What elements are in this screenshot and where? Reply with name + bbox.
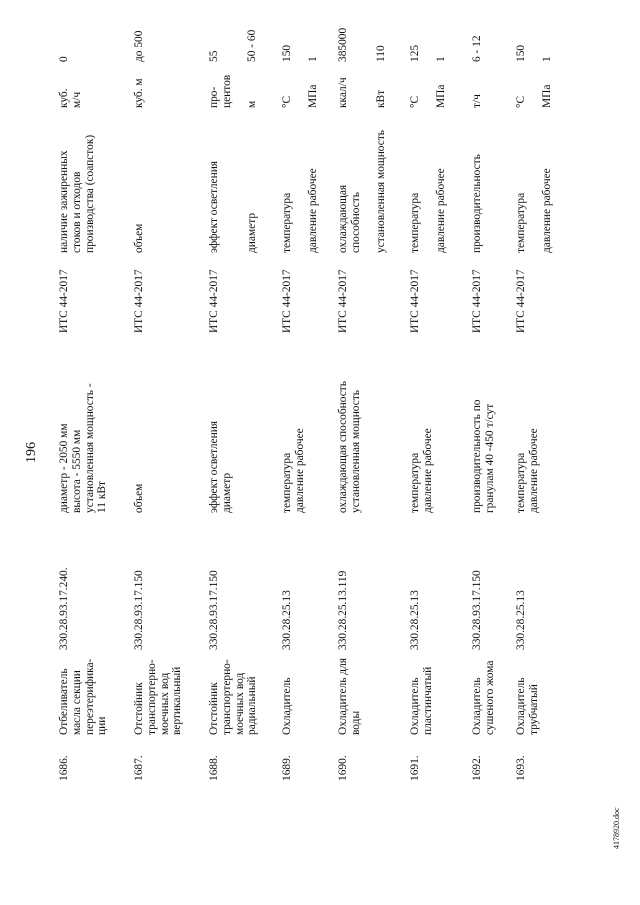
- characteristic-cell: [133, 113, 146, 253]
- row-number-cell: 1690.: [337, 755, 349, 781]
- unit-line: МПа: [434, 84, 447, 108]
- unit-line: кВт: [375, 89, 388, 108]
- equipment-name-line: моечных вод: [233, 672, 246, 735]
- characteristic-line: способность: [349, 192, 362, 253]
- unit-line: °С: [515, 95, 527, 108]
- unit-cell: [58, 68, 84, 108]
- value-cell: [515, 7, 553, 62]
- okpd-code-cell: 330.28.25.13.119: [337, 570, 349, 650]
- characteristic-cell: [337, 113, 388, 253]
- footer-filename: 4178920.doc: [612, 807, 621, 849]
- equipment-name-line: масла секции: [70, 670, 83, 735]
- value-line: 385000: [337, 27, 349, 62]
- unit-line: [363, 68, 376, 108]
- equipment-name-line: Отбеливатель: [58, 668, 70, 735]
- equipment-name-cell: [337, 658, 363, 735]
- reference-document-cell: ИТС 44-2017: [515, 269, 527, 333]
- equipment-name-line: Отстойник: [208, 682, 220, 735]
- equipment-name-line: сушеного жома: [483, 660, 496, 735]
- value-cell: [133, 7, 146, 62]
- row-number-cell: 1689.: [281, 755, 293, 781]
- value-line: 6 - 12: [471, 35, 483, 62]
- characteristic-line: [363, 113, 376, 253]
- value-line: [363, 7, 376, 62]
- unit-cell: [133, 68, 146, 108]
- reference-document-cell: ИТС 44-2017: [133, 269, 145, 333]
- value-cell: [58, 7, 71, 62]
- value-cell: [409, 7, 447, 62]
- equipment-name-cell: [133, 659, 184, 735]
- row-number-cell: 1691.: [409, 755, 421, 781]
- equipment-name-line: Охладитель: [515, 677, 527, 735]
- equipment-parameters-line: объем: [133, 483, 145, 513]
- unit-line: [350, 68, 363, 108]
- characteristic-line: давление рабочее: [306, 168, 319, 253]
- characteristic-line: охлаждающая: [337, 184, 349, 253]
- unit-line: МПа: [540, 84, 553, 108]
- characteristic-line: температура: [409, 192, 421, 253]
- equipment-name-line: переэтерифика-: [83, 658, 96, 735]
- unit-line: МПа: [306, 84, 319, 108]
- equipment-name-cell: [471, 661, 497, 735]
- characteristic-line: стоков и отходов: [70, 171, 83, 253]
- equipment-parameters-line: производительность по: [471, 399, 483, 513]
- reference-document-cell: ИТС 44-2017: [58, 269, 70, 333]
- okpd-code-cell: 330.28.93.17.150: [471, 570, 483, 650]
- value-cell: [337, 7, 388, 62]
- equipment-name-line: транспортерно-: [145, 659, 158, 735]
- characteristic-line: эффект осветления: [208, 160, 220, 253]
- characteristic-cell: [515, 113, 553, 253]
- characteristic-line: диаметр: [246, 212, 259, 253]
- characteristic-line: производства (соапсток): [83, 134, 96, 253]
- equipment-parameters-cell: [409, 338, 435, 513]
- equipment-name-line: Охладитель: [281, 677, 293, 735]
- unit-line: [294, 68, 307, 108]
- unit-line: м: [246, 100, 259, 108]
- equipment-parameters-line: установленная мощность -: [83, 383, 96, 513]
- characteristic-line: давление рабочее: [434, 168, 447, 253]
- unit-line: про-: [208, 86, 220, 108]
- unit-line: куб.: [58, 88, 70, 108]
- unit-line: [422, 68, 435, 108]
- unit-line: куб. м: [133, 78, 145, 108]
- value-line: 1: [540, 56, 553, 62]
- characteristic-line: [234, 113, 247, 253]
- value-line: 50 - 60: [246, 29, 259, 62]
- reference-document-cell: ИТС 44-2017: [409, 269, 421, 333]
- equipment-name-line: Охладитель: [471, 677, 483, 735]
- equipment-name-line: транспортерно-: [220, 659, 233, 735]
- okpd-code-cell: 330.28.93.17.240.: [58, 567, 70, 650]
- equipment-name-cell: [515, 678, 541, 735]
- value-line: 150: [281, 44, 293, 62]
- reference-document-cell: ИТС 44-2017: [208, 269, 220, 333]
- equipment-parameters-line: температура: [515, 452, 527, 513]
- value-line: 0: [58, 56, 70, 62]
- value-cell: [208, 7, 259, 62]
- equipment-parameters-cell: [281, 338, 307, 513]
- characteristic-line: объем: [133, 223, 145, 253]
- unit-cell: [337, 68, 388, 108]
- reference-document-cell: ИТС 44-2017: [337, 269, 349, 333]
- equipment-parameters-line: установленная мощность: [349, 390, 362, 513]
- equipment-parameters-line: высота - 5550 мм: [70, 429, 83, 513]
- value-line: [528, 7, 541, 62]
- characteristic-line: [422, 113, 435, 253]
- equipment-parameters-line: давление рабочее: [293, 428, 306, 513]
- reference-document-cell: ИТС 44-2017: [281, 269, 293, 333]
- equipment-parameters-cell: [133, 338, 146, 513]
- value-line: [422, 7, 435, 62]
- equipment-parameters-cell: [208, 338, 234, 513]
- unit-line: °С: [409, 95, 421, 108]
- equipment-name-line: Охладитель для: [337, 657, 349, 735]
- okpd-code-cell: 330.28.25.13: [281, 590, 293, 650]
- equipment-parameters-cell: [515, 338, 541, 513]
- unit-line: ккал/ч: [337, 77, 349, 108]
- characteristic-line: [221, 113, 234, 253]
- value-line: [221, 7, 234, 62]
- value-line: 150: [515, 44, 527, 62]
- value-line: 110: [375, 45, 388, 62]
- value-line: 1: [434, 56, 447, 62]
- characteristic-line: наличие зажиренных: [58, 150, 70, 253]
- unit-cell: [409, 68, 447, 108]
- equipment-name-cell: [58, 659, 109, 735]
- equipment-parameters-line: эффект осветления: [208, 420, 220, 513]
- row-number-cell: 1692.: [471, 755, 483, 781]
- row-number-cell: 1687.: [133, 755, 145, 781]
- value-cell: [471, 7, 484, 62]
- characteristic-cell: [281, 113, 319, 253]
- reference-document-cell: ИТС 44-2017: [471, 269, 483, 333]
- characteristic-line: установленная мощность: [375, 130, 388, 253]
- value-line: [234, 7, 247, 62]
- characteristic-cell: [208, 113, 259, 253]
- okpd-code-cell: 330.28.25.13: [409, 590, 421, 650]
- characteristic-line: температура: [281, 192, 293, 253]
- equipment-name-line: ции: [96, 716, 109, 735]
- row-number-cell: 1693.: [515, 755, 527, 781]
- unit-cell: [515, 68, 553, 108]
- value-line: 55: [208, 50, 220, 62]
- unit-line: °С: [281, 95, 293, 108]
- unit-cell: [208, 68, 259, 108]
- equipment-name-line: радиальный: [246, 676, 259, 735]
- equipment-name-cell: [409, 667, 435, 735]
- equipment-parameters-line: 11 кВт: [96, 481, 109, 513]
- equipment-parameters-line: давление рабочее: [421, 428, 434, 513]
- row-number-cell: 1686.: [58, 755, 70, 781]
- okpd-code-cell: 330.28.93.17.150: [208, 570, 220, 650]
- equipment-parameters-cell: [58, 338, 109, 513]
- equipment-parameters-line: температура: [281, 452, 293, 513]
- equipment-name-line: Охладитель: [409, 677, 421, 735]
- value-line: [350, 7, 363, 62]
- characteristic-line: производительность: [471, 154, 483, 253]
- equipment-name-cell: [281, 678, 294, 735]
- equipment-name-line: трубчатый: [527, 684, 540, 735]
- value-line: 1: [306, 56, 319, 62]
- characteristic-cell: [58, 113, 96, 253]
- equipment-name-line: Отстойник: [133, 682, 145, 735]
- unit-cell: [281, 68, 319, 108]
- equipment-parameters-cell: [337, 338, 363, 513]
- okpd-code-cell: 330.28.25.13: [515, 590, 527, 650]
- value-line: [294, 7, 307, 62]
- value-line: 125: [409, 44, 421, 62]
- characteristic-line: [528, 113, 541, 253]
- value-line: до 500: [133, 30, 145, 62]
- characteristic-line: [294, 113, 307, 253]
- unit-line: м/ч: [70, 91, 83, 108]
- equipment-name-line: вертикальный: [171, 666, 184, 735]
- value-cell: [281, 7, 319, 62]
- characteristic-cell: [409, 113, 447, 253]
- page-number: 196: [24, 442, 39, 463]
- characteristic-line: давление рабочее: [540, 168, 553, 253]
- unit-line: [528, 68, 541, 108]
- unit-line: [234, 68, 247, 108]
- equipment-name-line: моечных вод: [158, 672, 171, 735]
- equipment-parameters-line: давление рабочее: [527, 428, 540, 513]
- characteristic-cell: [471, 113, 484, 253]
- characteristic-line: температура: [515, 192, 527, 253]
- equipment-name-line: пластинчатый: [421, 666, 434, 735]
- equipment-parameters-line: диаметр - 2050 мм: [58, 423, 70, 513]
- okpd-code-cell: 330.28.93.17.150: [133, 570, 145, 650]
- equipment-name-cell: [208, 659, 259, 735]
- unit-cell: [471, 68, 484, 108]
- equipment-parameters-line: диаметр: [220, 472, 233, 513]
- equipment-name-line: воды: [349, 710, 362, 735]
- unit-line: т/ч: [471, 94, 483, 108]
- equipment-parameters-line: гранулам 40 -450 т/сут: [483, 403, 496, 513]
- row-number-cell: 1688.: [208, 755, 220, 781]
- equipment-parameters-cell: [471, 338, 497, 513]
- unit-line: центов: [220, 74, 233, 108]
- equipment-parameters-line: охлаждающая способность: [337, 381, 349, 513]
- equipment-parameters-line: температура: [409, 452, 421, 513]
